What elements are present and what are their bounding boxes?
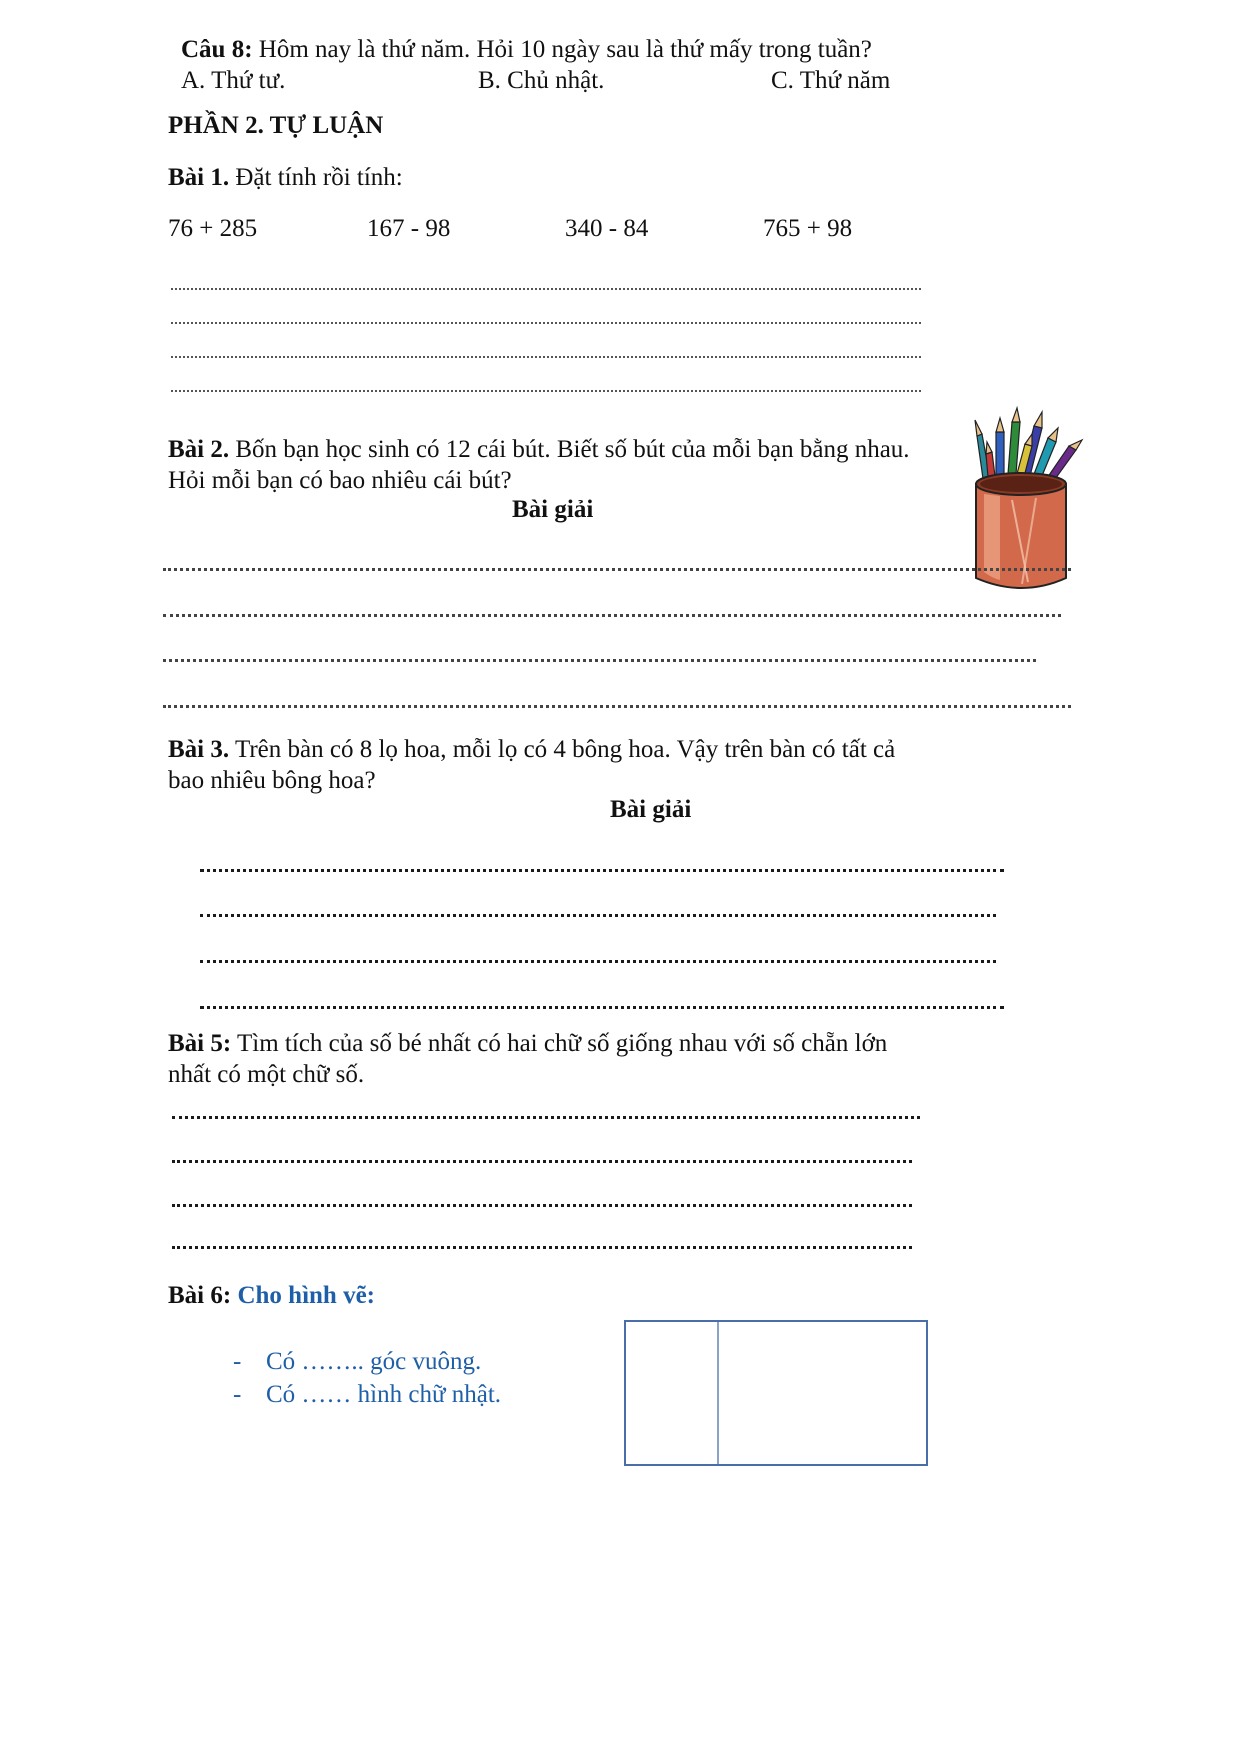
answer-line (163, 568, 1071, 571)
answer-line (163, 659, 1036, 662)
bai5-line1 (168, 1028, 887, 1060)
answer-line (171, 390, 921, 392)
bai6-figure-divider (717, 1322, 719, 1464)
answer-line (171, 322, 921, 324)
bai2-solution-heading: Bài giải (512, 496, 594, 523)
cau8-question: Hôm nay là thứ năm. Hỏi 10 ngày sau là thứ mấy trong tuần? (258, 36, 872, 63)
cau8-label: Câu 8: (181, 36, 253, 63)
bai6-prompt-text: Cho hình vẽ: (237, 1282, 375, 1309)
bai1-expression-3: 340 - 84 (565, 215, 649, 242)
bai3-text-1: Trên bàn có 8 lọ hoa, mỗi lọ có 4 bông hoa. Vậy trên bàn có tất cả (234, 736, 896, 763)
bai5-label: Bài 5: (168, 1030, 232, 1057)
bai2-line2: Hỏi mỗi bạn có bao nhiêu cái bút? (168, 467, 512, 494)
bai1-prompt (168, 162, 403, 194)
bai6-figure-rectangle (624, 1320, 928, 1466)
bai2-text-1: Bốn bạn học sinh có 12 cái bút. Biết số bút của mỗi bạn bằng nhau. (235, 436, 910, 463)
bai6-item-2: Có …… hình chữ nhật. (266, 1381, 502, 1408)
answer-line (163, 614, 1061, 617)
bai3-solution-heading: Bài giải (610, 796, 692, 823)
answer-line (172, 1204, 912, 1207)
bai1-expression-4: 765 + 98 (763, 215, 853, 242)
answer-line (163, 705, 1071, 708)
answer-line (200, 960, 996, 963)
cau8-option-c: C. Thứ năm (771, 67, 891, 94)
answer-line (200, 869, 1004, 872)
answer-line (171, 356, 921, 358)
answer-line (172, 1116, 920, 1119)
bai1-expression-2: 167 - 98 (367, 215, 451, 242)
cau8-option-b: B. Chủ nhật. (478, 67, 605, 94)
bai3-line1 (168, 734, 895, 766)
bai5-line2: nhất có một chữ số. (168, 1061, 365, 1088)
bai1-label: Bài 1. (168, 164, 230, 191)
answer-line (171, 288, 921, 290)
answer-line (172, 1246, 912, 1249)
bai3-label: Bài 3. (168, 736, 230, 763)
bai6-bullet-2: - (233, 1381, 242, 1408)
answer-line (172, 1160, 912, 1163)
cau8-question-line (181, 34, 872, 66)
bai1-expression-1: 76 + 285 (168, 215, 258, 242)
bai3-line2: bao nhiêu bông hoa? (168, 767, 376, 794)
bai1-text: Đặt tính rồi tính: (235, 164, 403, 191)
part2-heading: PHẦN 2. TỰ LUẬN (168, 112, 384, 139)
bai6-prompt (168, 1280, 375, 1312)
bai6-label: Bài 6: (168, 1282, 232, 1309)
bai2-label: Bài 2. (168, 436, 230, 463)
cau8-option-a: A. Thứ tư. (181, 67, 286, 94)
bai6-item-1: Có …….. góc vuông. (266, 1348, 482, 1375)
bai2-line1 (168, 434, 910, 466)
bai6-bullet-1: - (233, 1348, 242, 1375)
answer-line (200, 1006, 1004, 1009)
answer-line (200, 914, 996, 917)
bai5-text-1: Tìm tích của số bé nhất có hai chữ số giống nhau với số chẵn lớn (237, 1030, 888, 1057)
